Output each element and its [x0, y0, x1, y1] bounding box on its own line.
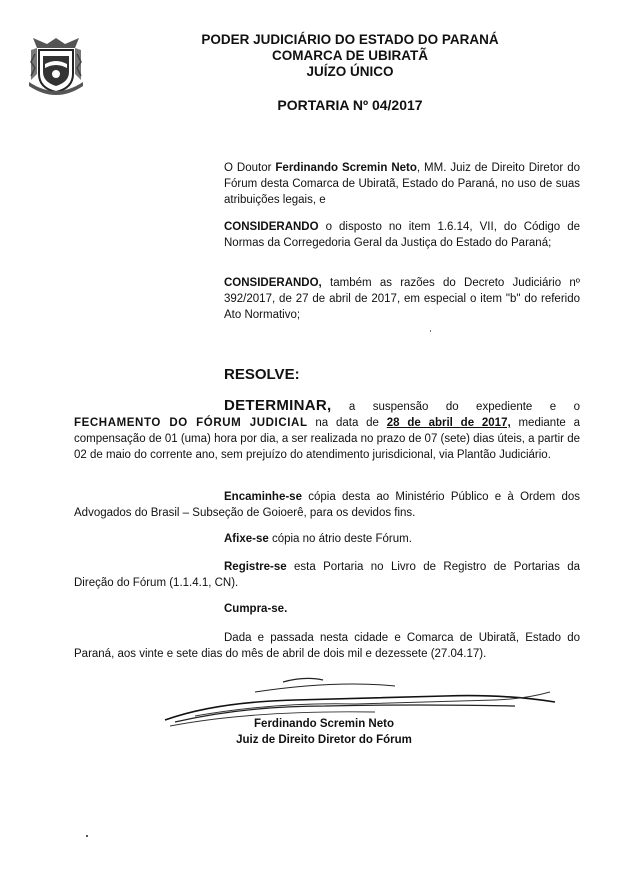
considerando-label-1: CONSIDERANDO	[224, 221, 319, 233]
determinar-text-b: na data de	[307, 417, 387, 429]
registre-label: Registre-se	[224, 561, 287, 573]
cumpra-label: Cumpra-se.	[224, 603, 288, 615]
scan-speck	[430, 330, 431, 332]
signer-role: Juiz de Direito Diretor do Fórum	[236, 734, 412, 746]
registre-paragraph	[74, 559, 580, 591]
header-court-name: PODER JUDICIÁRIO DO ESTADO DO PARANÁ	[201, 32, 499, 47]
considerando-paragraph-1	[224, 219, 580, 251]
considerando-text-1: o disposto no item 1.6.14, VII, do Código de Normas da Corregedoria Geral da Justiça do Estado do Paraná;	[224, 221, 580, 249]
considerando-paragraph-2	[224, 275, 580, 323]
considerando-label-2: CONSIDERANDO,	[224, 277, 322, 289]
registre-text: esta Portaria no Livro de Registro de Portarias da Direção do Fórum (1.1.4.1, CN).	[74, 561, 580, 589]
intro-text-b: , MM. Juiz de Direito Diretor do Fórum desta Comarca de Ubiratã, Estado do Paraná, no uso de suas atribuições legais, e	[224, 162, 581, 206]
determinar-label: DETERMINAR,	[224, 397, 332, 414]
judge-name: Ferdinando Scremin Neto	[275, 162, 417, 174]
header-comarca: COMARCA DE UBIRATÃ	[272, 48, 428, 63]
encaminhe-text: cópia desta ao Ministério Público e à Ordem dos Advogados do Brasil – Subseção de Goioerê, para os devidos fins.	[74, 491, 580, 519]
cumpra-paragraph	[74, 601, 580, 617]
intro-text-a: O Doutor	[224, 162, 276, 174]
intro-paragraph	[224, 160, 580, 208]
signer-name: Ferdinando Scremin Neto	[254, 718, 394, 730]
header-juizo: JUÍZO ÚNICO	[306, 64, 394, 79]
closure-date: 28 de abril de 2017,	[386, 417, 511, 429]
afixe-label: Afixe-se	[224, 533, 269, 545]
determinar-text-c: mediante a compensação de 01 (uma) hora por dia, a ser realizada no prazo de 07 (sete) dias úteis, a partir de 02 de maio do corrente ano, sem prejuízo do atendimento jurisdicional, via Plantão Judiciário.	[74, 417, 580, 461]
resolve-heading: RESOLVE:	[224, 366, 300, 383]
encaminhe-label: Encaminhe-se	[224, 491, 302, 503]
scan-speck-bottom	[86, 835, 88, 837]
determinar-text-a: a suspensão do expediente e o	[331, 401, 580, 413]
encaminhe-paragraph	[74, 489, 580, 521]
afixe-text: cópia no átrio deste Fórum.	[268, 533, 412, 545]
considerando-text-2: também as razões do Decreto Judiciário nº 392/2017, de 27 de abril de 2017, em especial o item "b" do referido Ato Normativo;	[224, 277, 580, 321]
fechamento-label: FECHAMENTO DO FÓRUM JUDICIAL	[74, 417, 308, 429]
closing-text: Dada e passada nesta cidade e Comarca de Ubiratã, Estado do Paraná, aos vinte e sete dias do mês de abril de dois mil e dezessete (27.04.17).	[74, 632, 580, 660]
closing-paragraph	[74, 630, 580, 662]
document-title: PORTARIA Nº 04/2017	[277, 97, 423, 113]
afixe-paragraph	[74, 531, 580, 547]
determinar-paragraph	[74, 398, 580, 463]
